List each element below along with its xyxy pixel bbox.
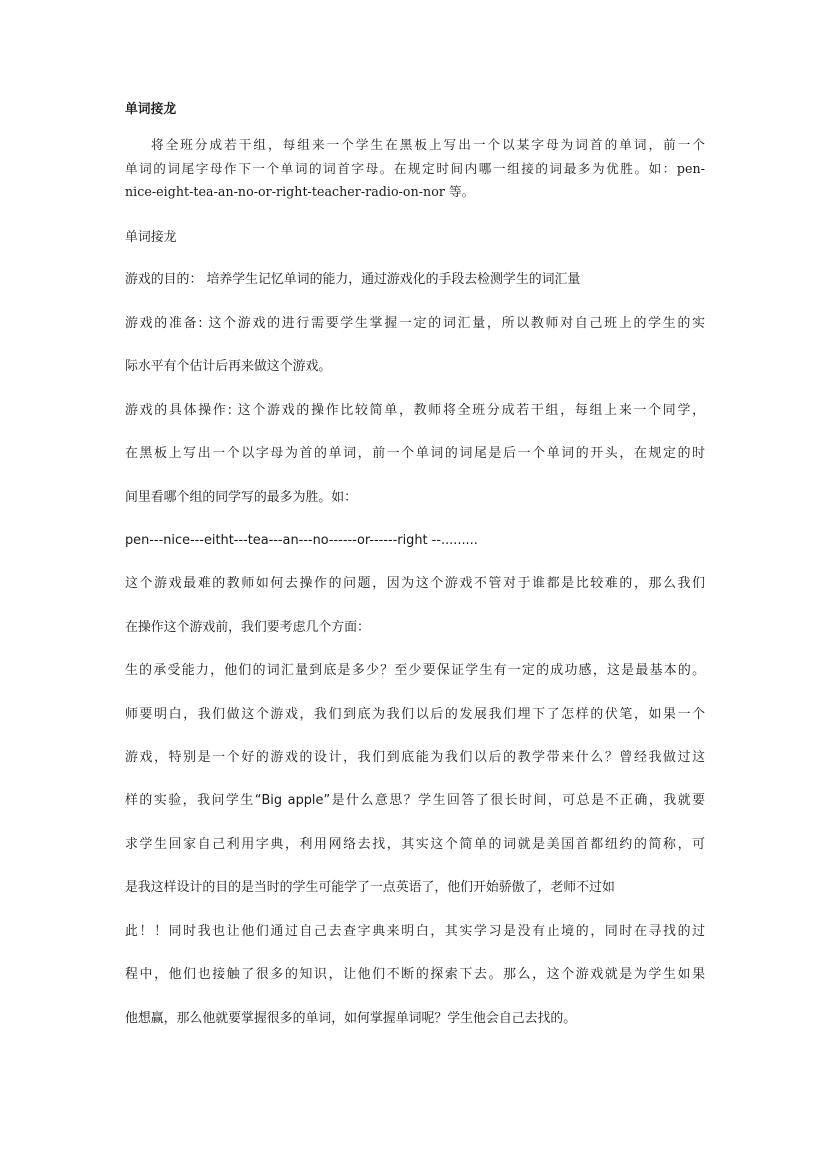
- consideration-line-3: 游戏，特别是一个好的游戏的设计，我们到底能为我们以后的教学带来什么？曾经我做过这: [125, 750, 705, 765]
- operation-line-2: 在黑板上写出一个以字母为首的单词，前一个单词的词尾是后一个单词的开头，在规定的时: [125, 446, 705, 461]
- difficulty-line-1: 这个游戏最难的教师如何去操作的问题，因为这个游戏不管对于谁都是比较难的，那么我们: [125, 576, 705, 591]
- operation-line-1: 游戏的具体操作: 这个游戏的操作比较简单，教师将全班分成若干组，每组上来一个同学，: [125, 403, 705, 418]
- consideration-line-6: 是我这样设计的目的是当时的学生可能学了一点英语了，他们开始骄傲了，老师不过如: [125, 880, 615, 895]
- section2-title: 单词接龙: [125, 230, 177, 245]
- consideration-line-4: 样的实验，我问学生“Big apple”是什么意思？学生回答了很长时间，可总是不正确，我就要: [125, 793, 705, 808]
- goal-line: 游戏的目的： 培养学生记忆单词的能力，通过游戏化的手段去检测学生的词汇量: [125, 272, 581, 287]
- operation-line-3: 间里看哪个组的同学写的最多为胜。如：: [125, 490, 358, 505]
- section1-para-line-3: nice-eight-tea-an-no-or-right-teacher-radio-on-nor 等。: [125, 184, 475, 199]
- section1-title: 单词接龙: [125, 102, 177, 117]
- preparation-line-2: 际水平有个估计后再来做这个游戏。: [125, 359, 332, 374]
- difficulty-line-2: 在操作这个游戏前，我们要考虑几个方面：: [125, 620, 370, 635]
- consideration-line-1: 生的承受能力，他们的词汇量到底是多少？至少要保证学生有一定的成功感，这是最基本的。: [125, 663, 705, 678]
- word-chain-example: pen---nice---eitht---tea---an---no------or------right --.........: [125, 533, 478, 548]
- consideration-line-2: 师要明白，我们做这个游戏，我们到底为我们以后的发展我们埋下了怎样的伏笔，如果一个: [125, 707, 705, 722]
- section1-para-line-2: 单词的词尾字母作下一个单词的词首字母。在规定时间内哪一组接的词最多为优胜。如：pen-: [125, 161, 705, 176]
- consideration-line-8: 程中，他们也接触了很多的知识，让他们不断的探索下去。那么，这个游戏就是为学生如果: [125, 967, 705, 982]
- consideration-line-5: 求学生回家自己利用字典，利用网络去找，其实这个简单的词就是美国首都纽约的简称，可: [125, 837, 705, 852]
- section1-para-line-1: 将全班分成若干组，每组来一个学生在黑板上写出一个以某字母为词首的单词，前一个: [151, 137, 705, 152]
- preparation-line-1: 游戏的准备: 这个游戏的进行需要学生掌握一定的词汇量，所以教师对自己班上的学生的实: [125, 316, 705, 331]
- consideration-line-9: 他想赢，那么他就要掌握很多的单词，如何掌握单词呢？学生他会自己去找的。: [125, 1011, 577, 1026]
- document-page: [125, 0, 705, 1169]
- consideration-line-7: 此！！同时我也让他们通过自己去查字典来明白，其实学习是没有止境的，同时在寻找的过: [125, 924, 705, 939]
